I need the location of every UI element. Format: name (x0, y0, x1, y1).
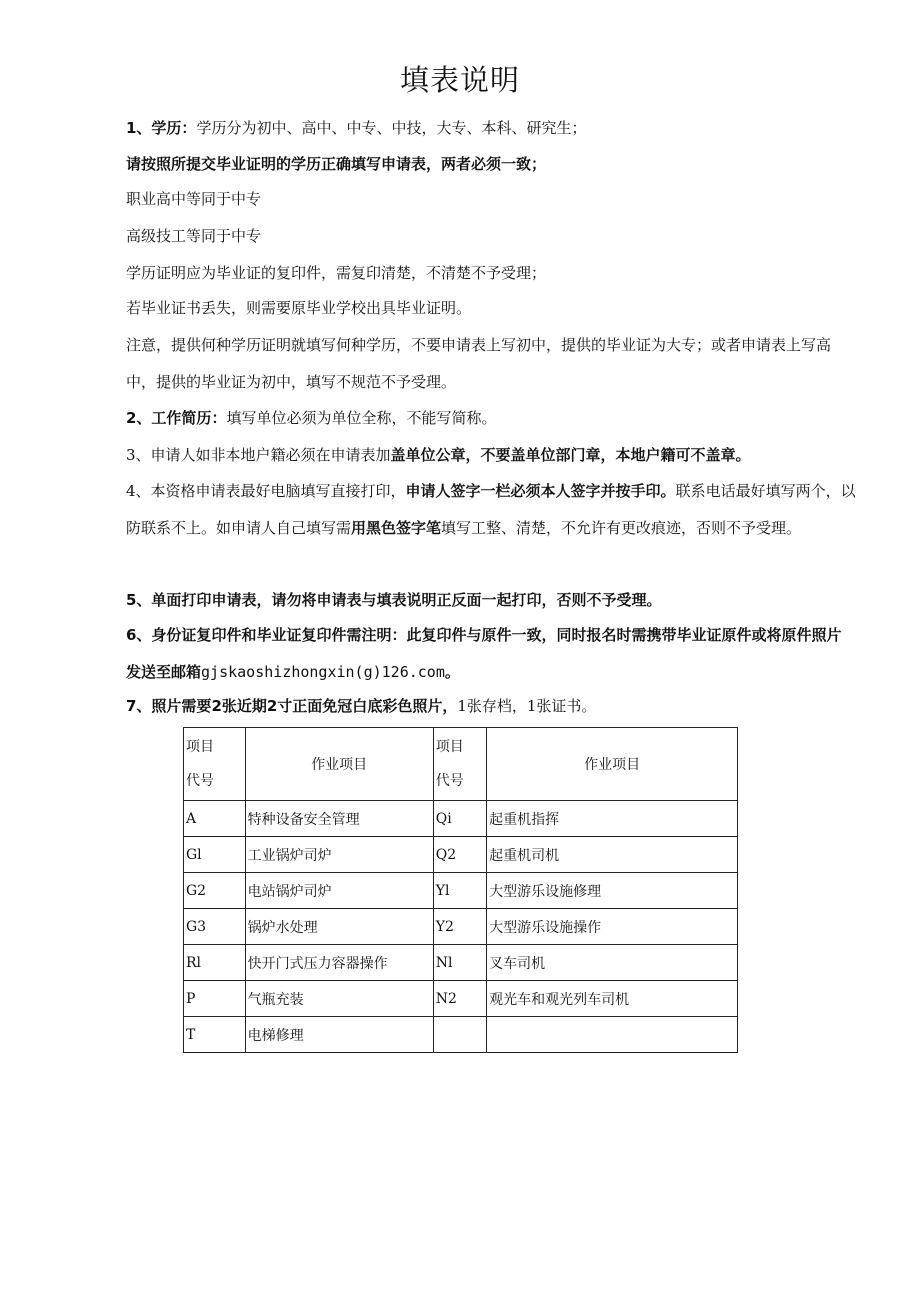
code-cell: A (184, 801, 246, 837)
item-6-text: 6、身份证复印件和毕业证复印件需注明：此复印件与原件一致，同时报名时需携带毕业证原件或将原件照片发送至邮箱 (126, 626, 842, 681)
item-4-text-a: 4、本资格申请表最好电脑填写直接打印， (126, 482, 406, 500)
item-2-text: 填写单位必须为单位全称，不能写简称。 (226, 409, 497, 427)
item-3-bold: 盖单位公章，不要盖单位部门章，本地户籍可不盖章。 (390, 446, 751, 464)
item-7-bold: 7、照片需要2张近期2寸正面免冠白底彩色照片， (126, 697, 458, 715)
item-7-text: 1张存档，1张证书。 (457, 697, 597, 715)
item-3-text: 3、申请人如非本地户籍必须在申请表加 (126, 446, 391, 464)
code-cell: Y2 (433, 909, 486, 945)
header-code-left: 项目 代号 (184, 728, 246, 801)
item-cell: 电站锅炉司炉 (245, 873, 433, 909)
header-code-right: 项目 代号 (433, 728, 486, 801)
job-code-table (183, 727, 738, 1053)
item-1-bold-note: 请按照所提交毕业证明的学历正确填写申请表，两者必须一致； (126, 155, 547, 173)
item-1-line-4: 高级技工等同于中专 (126, 227, 262, 245)
code-cell: Rl (184, 945, 246, 981)
code-cell: P (184, 981, 246, 1017)
item-cell (487, 1017, 738, 1053)
header-item-left: 作业项目 (245, 728, 433, 801)
item-4-text-c: 填写工整、清楚，不允许有更改痕迹，否则不予受理。 (441, 519, 802, 537)
item-1-line-5: 学历证明应为毕业证的复印件，需复印清楚，不清楚不予受理； (126, 264, 547, 282)
code-cell (433, 1017, 486, 1053)
table-row (184, 909, 738, 945)
item-6-copies (126, 617, 856, 691)
item-cell: 观光车和观光列车司机 (487, 981, 738, 1017)
item-2-label: 2、工作简历： (126, 409, 227, 427)
table-row (184, 945, 738, 981)
item-6-email: gjskaoshizhongxin(g)126.com (201, 663, 445, 681)
table-row (184, 801, 738, 837)
item-4-bold-b: 用黑色签字笔 (351, 519, 442, 537)
code-cell: Qi (433, 801, 486, 837)
item-cell: 叉车司机 (487, 945, 738, 981)
code-cell: Gl (184, 837, 246, 873)
code-cell: Yl (433, 873, 486, 909)
item-1-education (126, 118, 856, 138)
code-cell: N2 (433, 981, 486, 1017)
item-7-photo (126, 696, 856, 716)
item-1-line-3: 职业高中等同于中专 (126, 190, 262, 208)
code-cell: Nl (433, 945, 486, 981)
item-cell: 快开门式压力容器操作 (245, 945, 433, 981)
item-cell: 气瓶充装 (245, 981, 433, 1017)
item-cell: 锅炉水处理 (245, 909, 433, 945)
item-4-bold-a: 申请人签字一栏必须本人签字并按手印。 (405, 482, 676, 500)
item-cell: 起重机指挥 (487, 801, 738, 837)
item-cell: 起重机司机 (487, 837, 738, 873)
item-1-line-6: 若毕业证书丢失，则需要原毕业学校出具毕业证明。 (126, 299, 472, 317)
item-2-work-history (126, 408, 856, 428)
item-cell: 大型游乐设施操作 (487, 909, 738, 945)
item-1-attention: 注意，提供何种学历证明就填写何种学历，不要申请表上写初中，提供的毕业证为大专；或者申请表上写高中，提供的毕业证为初中，填写不规范不予受理。 (126, 336, 832, 391)
code-cell: G2 (184, 873, 246, 909)
header-item-right: 作业项目 (487, 728, 738, 801)
code-cell: G3 (184, 909, 246, 945)
item-5-single-side: 5、单面打印申请表，请勿将申请表与填表说明正反面一起打印，否则不予受理。 (126, 591, 662, 609)
item-4-text-b: 联系电话最好填写两个，以防联系不上。如申请人自己填写需 (126, 482, 856, 537)
item-4-print-sign (126, 473, 856, 547)
item-3-seal (126, 445, 856, 465)
table-row (184, 1017, 738, 1053)
page-title: 填表说明 (399, 63, 520, 97)
item-1-text: 学历分为初中、高中、中专、中技，大专、本科、研究生； (196, 119, 587, 137)
table-row (184, 873, 738, 909)
item-cell: 工业锅炉司炉 (245, 837, 433, 873)
code-cell: Q2 (433, 837, 486, 873)
item-cell: 电梯修理 (245, 1017, 433, 1053)
table-row (184, 981, 738, 1017)
code-cell: T (184, 1017, 246, 1053)
item-1-label: 1、学历： (126, 119, 197, 137)
item-6-end: 。 (444, 663, 460, 681)
item-cell: 大型游乐设施修理 (487, 873, 738, 909)
item-cell: 特种设备安全管理 (245, 801, 433, 837)
table-row (184, 837, 738, 873)
table-header-row (184, 728, 738, 801)
